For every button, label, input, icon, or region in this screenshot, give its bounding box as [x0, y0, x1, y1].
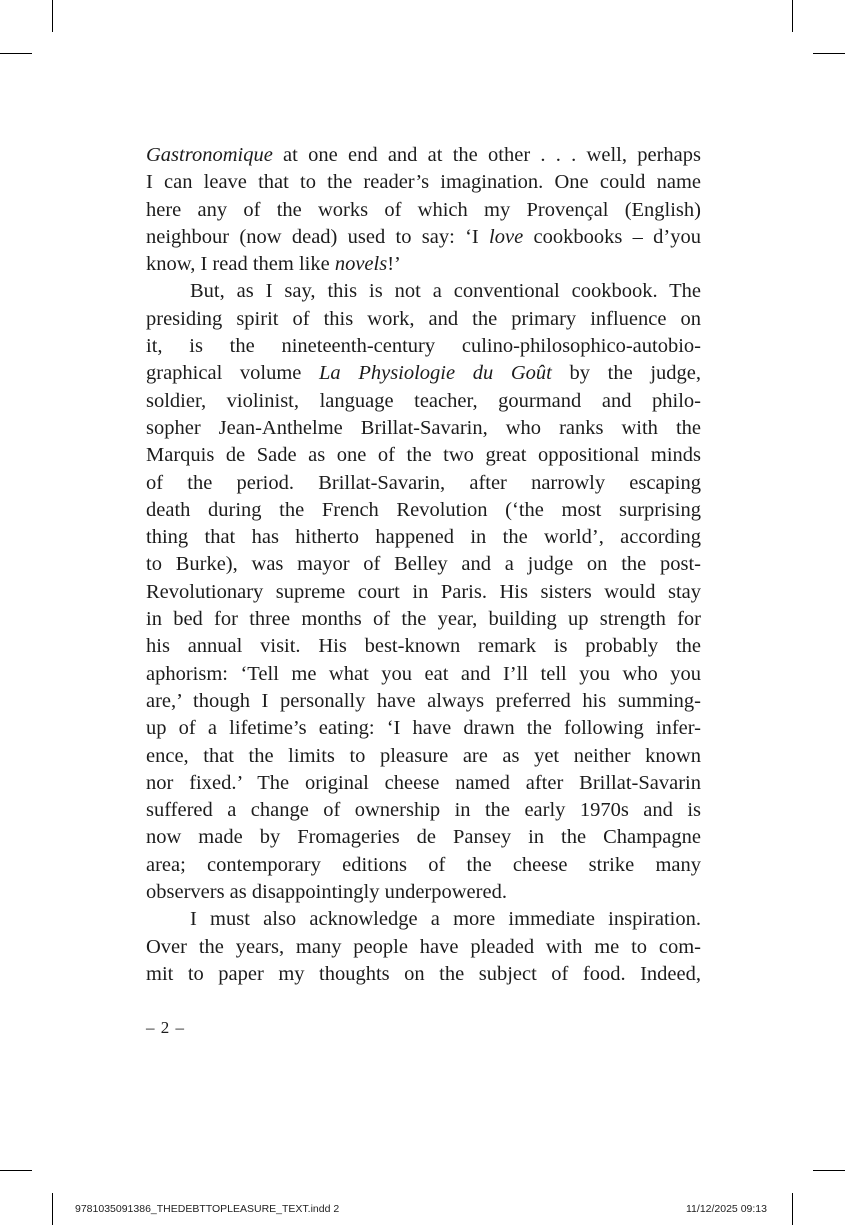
text-line	[146, 579, 701, 606]
text-span: But, as I say, this is not a conventional cookbook. The	[190, 280, 701, 303]
text-span: in bed for three months of the year, building up strength for	[146, 608, 701, 631]
text-line	[146, 743, 701, 770]
text-line	[146, 388, 701, 415]
italic-text: Gastronomique	[146, 144, 273, 166]
text-line	[146, 197, 701, 224]
text-span: neighbour (now dead) used to say: ‘I	[146, 225, 490, 248]
crop-mark-top-left	[52, 0, 53, 32]
text-span: mit to paper my thoughts on the subject of food. Indeed,	[146, 962, 701, 985]
text-span: area; contemporary editions of the cheese strike many	[146, 853, 701, 876]
text-line	[146, 360, 701, 387]
text-line	[146, 142, 701, 169]
text-span: death during the French Revolution (‘the most surprising	[146, 498, 701, 521]
text-span: are,’ though I personally have always preferred his summing-	[146, 689, 701, 712]
text-line	[146, 251, 701, 278]
slug-timestamp: 11/12/2025 09:13	[686, 1203, 767, 1215]
text-line	[146, 934, 701, 961]
text-line	[146, 169, 701, 196]
text-span: Marquis de Sade as one of the two great oppositional minds	[146, 444, 701, 467]
text-line	[146, 852, 701, 879]
text-span: aphorism: ‘Tell me what you eat and I’ll tell you who you	[146, 662, 701, 685]
text-line	[146, 442, 701, 469]
text-line	[146, 551, 701, 578]
text-span: soldier, violinist, language teacher, gourmand and philo-	[146, 389, 701, 412]
crop-mark-left-bottom	[0, 1170, 32, 1171]
text-span: of the period. Brillat-Savarin, after narrowly escaping	[146, 471, 701, 494]
text-span: Over the years, many people have pleaded with me to com-	[146, 935, 701, 958]
text-span: I can leave that to the reader’s imagination. One could name	[146, 171, 701, 194]
text-line	[146, 497, 701, 524]
crop-mark-right-bottom	[813, 1170, 845, 1171]
text-span: suffered a change of ownership in the early 1970s and is	[146, 799, 701, 822]
italic-text: La Physiologie du Goût	[319, 362, 552, 385]
text-span: observers as disappointingly underpowered.	[146, 881, 507, 904]
text-span: by the judge,	[551, 362, 701, 385]
crop-mark-bottom-left	[52, 1193, 53, 1225]
text-line	[146, 470, 701, 497]
text-line	[146, 688, 701, 715]
text-span: Revolutionary supreme court in Paris. His sisters would stay	[146, 580, 701, 603]
text-line	[146, 333, 701, 360]
text-line	[146, 797, 701, 824]
text-span: nor fixed.’ The original cheese named after Brillat-Savarin	[146, 771, 701, 794]
text-line	[146, 224, 701, 251]
text-span: now made by Fromageries de Pansey in the Champagne	[146, 826, 701, 849]
text-span: it, is the nineteenth-century culino-philosophico-autobio-	[146, 335, 701, 358]
crop-mark-right-top	[813, 53, 845, 54]
text-span: know, I read them like	[146, 253, 335, 276]
text-line	[146, 824, 701, 851]
text-span: presiding spirit of this work, and the primary influence on	[146, 307, 701, 330]
crop-mark-bottom-right	[792, 1193, 793, 1225]
text-span: thing that has hitherto happened in the world’, according	[146, 526, 701, 549]
text-line	[146, 524, 701, 551]
text-span: here any of the works of which my Provençal (English)	[146, 198, 701, 221]
text-span: cookbooks – d’you	[523, 225, 701, 248]
text-line	[146, 879, 701, 906]
text-span: graphical volume	[146, 362, 320, 385]
text-span: to Burke), was mayor of Belley and a judge on the post-	[146, 553, 701, 576]
text-line	[146, 606, 701, 633]
text-span: sopher Jean-Anthelme Brillat-Savarin, who ranks with the	[146, 416, 701, 439]
text-line	[146, 906, 701, 933]
italic-text: novels	[334, 253, 388, 276]
text-span: up of a lifetime’s eating: ‘I have drawn the following infer-	[146, 717, 701, 740]
text-line	[146, 961, 701, 988]
text-line	[146, 770, 701, 797]
text-line	[146, 415, 701, 442]
crop-mark-top-right	[792, 0, 793, 32]
body-text	[146, 142, 701, 988]
slug-file-name: 9781035091386_THEDEBTTOPLEASURE_TEXT.indd 2	[75, 1203, 340, 1215]
text-span: !’	[387, 253, 401, 276]
text-span: ence, that the limits to pleasure are as yet neither known	[146, 744, 701, 767]
text-line	[146, 715, 701, 742]
page-number: – 2 –	[146, 1018, 185, 1037]
text-line	[146, 661, 701, 688]
text-span: his annual visit. His best-known remark is probably the	[146, 635, 701, 658]
text-span: at one end and at the other . . . well, perhaps	[272, 144, 701, 166]
italic-text: love	[489, 225, 524, 248]
text-line	[146, 633, 701, 660]
crop-mark-left-top	[0, 53, 32, 54]
text-span: I must also acknowledge a more immediate inspiration.	[190, 908, 701, 931]
text-line	[146, 278, 701, 305]
text-line	[146, 306, 701, 333]
